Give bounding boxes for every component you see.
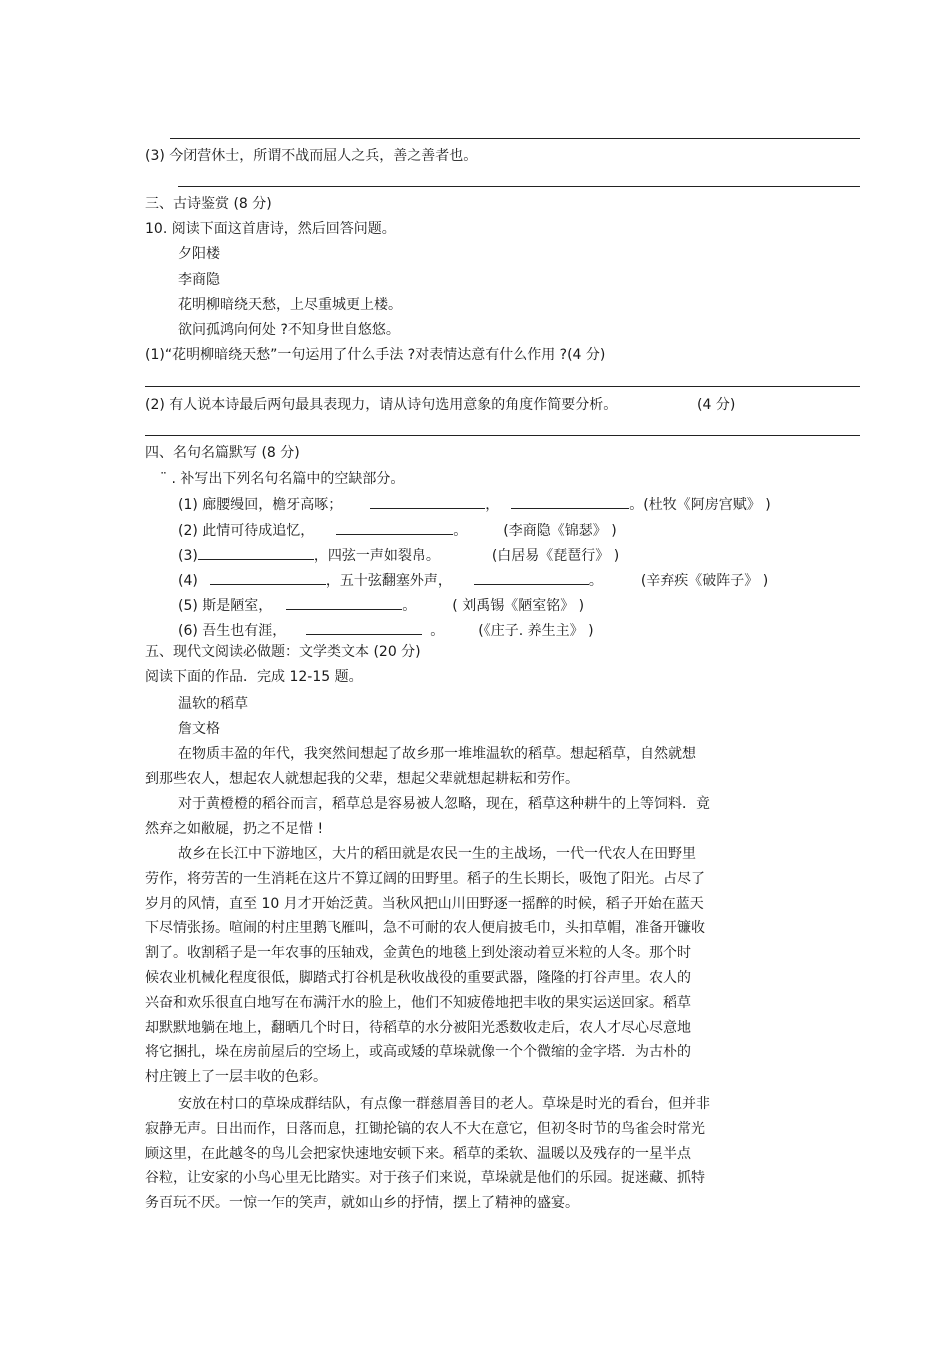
answer-line [170, 138, 860, 139]
fill-item-3 [178, 545, 619, 566]
fill-item-6-text: (6) 吾生也有涯， [178, 623, 287, 639]
paragraph-line: 劳作，将劳苦的一生消耗在这片不算辽阔的田野里。稻子的生长期长，吸饱了阳光。占尽了 [145, 870, 705, 887]
paragraph-line: 割了。收割稻子是一年农事的压轴戏，金黄色的地毯上到处滚动着豆米粒的人冬。那个时 [145, 945, 691, 962]
sub-question-2: (2) 有人说本诗最后两句最具表现力，请从诗句选用意象的角度作简要分析。 [145, 397, 618, 413]
fill-item-1 [178, 494, 771, 515]
poem-title: 夕阳楼 [178, 246, 220, 262]
fill-item-2-end: 。 [453, 523, 468, 539]
paragraph-line: 顾这里，在此越冬的鸟儿会把家快速地安顿下来。稻草的柔软、温暖以及残存的一星半点 [145, 1145, 691, 1162]
paragraph-line: 下尽情张扬。喧闹的村庄里鹅飞雁叫，急不可耐的农人便肩披毛巾，头扣草帽，准备开镰收 [145, 920, 705, 937]
fill-item-2 [178, 520, 617, 541]
fill-item-6-end: 。 [430, 623, 445, 639]
fill-item-2-text: (2) 此情可待成追忆， [178, 523, 315, 539]
fill-item-4-num: (4) [178, 573, 198, 589]
fill-item-5 [178, 595, 584, 616]
paragraph-line: 兴奋和欢乐很直白地写在布满汗水的脸上，他们不知疲倦地把丰收的果实运送回家。稻草 [145, 994, 691, 1011]
fill-blank[interactable] [474, 570, 589, 585]
poem-line-2: 欲问孤鸿向何处 ?不知身世自悠悠。 [178, 322, 400, 338]
fill-item-5-end: 。 [402, 598, 417, 614]
fill-item-4 [178, 570, 768, 591]
fill-item-4-end: 。 [588, 573, 603, 589]
fill-item-4-source: (辛弃疾《破阵子》 ) [640, 573, 769, 589]
fill-blank[interactable] [511, 494, 629, 509]
fill-blank[interactable] [286, 595, 402, 610]
article-paragraph-4 [145, 1092, 750, 1216]
paragraph-line: 寂静无声。日出而作，日落而息，扛锄抡镐的农人不大在意它，但初冬时节的鸟雀会时常光 [145, 1120, 705, 1137]
fill-blank[interactable] [198, 545, 314, 560]
q3-translation: (3) 今闭营休士，所谓不战而屈人之兵，善之善者也。 [145, 148, 478, 164]
section4-heading: 四、名句名篇默写 (8 分) [145, 445, 300, 461]
fill-item-3-num: (3) [178, 548, 198, 564]
question-10: 10. 阅读下面这首唐诗，然后回答问题。 [145, 221, 396, 237]
paragraph-line: 在物质丰盈的年代，我突然间想起了故乡那一堆堆温软的稻草。想起稻草，自然就想 [178, 746, 696, 762]
fill-item-3-source: (白居易《琵琶行》 ) [491, 548, 620, 564]
fill-item-1-comma: ， [485, 497, 500, 513]
article-paragraph-2 [145, 792, 750, 842]
fill-item-6-source: (《庄子. 养生主》 ) [478, 623, 594, 639]
poem-line-1: 花明柳暗绕天愁，上尽重城更上楼。 [178, 297, 402, 313]
section3-heading: 三、古诗鉴赏 (8 分) [145, 196, 272, 212]
paragraph-line: 安放在村口的草垛成群结队，有点像一群慈眉善目的老人。草垛是时光的看台，但并非 [178, 1096, 710, 1112]
article-author: 詹文格 [178, 721, 220, 737]
fill-item-4-text: ，五十弦翻塞外声， [325, 573, 452, 589]
fill-blank[interactable] [336, 520, 453, 535]
fill-item-1-source: 。(杜牧《阿房宫赋》 ) [629, 497, 771, 513]
fill-blank[interactable] [210, 570, 326, 585]
fill-item-3-text: ，四弦一声如裂帛。 [313, 548, 440, 564]
poem-author: 李商隐 [178, 272, 220, 288]
paragraph-line: 故乡在长江中下游地区，大片的稻田就是农民一生的主战场，一代一代农人在田野里 [178, 846, 696, 862]
paragraph-line: 却默默地躺在地上，翻晒几个时日，待稻草的水分被阳光悉数收走后，农人才尽心尽意地 [145, 1019, 691, 1036]
answer-line [178, 186, 860, 187]
fill-item-5-source: ( 刘禹锡《陋室铭》 ) [452, 598, 585, 614]
section5-instruction: 阅读下面的作品．完成 12-15 题。 [145, 669, 363, 685]
paragraph-line: 谷粒，让安家的小鸟心里无比踏实。对于孩子们来说，草垛就是他们的乐园。捉迷藏、抓特 [145, 1170, 705, 1187]
sub-question-1: (1)“花明柳暗绕天愁”一句运用了什么手法 ?对表情达意有什么作用 ?(4 分) [145, 347, 606, 363]
section5-heading: 五、现代文阅读必做题：文学类文本 (20 分) [145, 644, 421, 660]
answer-line [145, 435, 860, 436]
paragraph-line: 然弃之如敝屣，扔之不足惜 ! [145, 820, 324, 837]
fill-item-1-text: (1) 廊腰缦回，檐牙高啄； [178, 497, 343, 513]
fill-item-5-text: (5) 斯是陋室， [178, 598, 273, 614]
paragraph-line: 将它捆扎，垛在房前屋后的空场上，或高或矮的草垛就像一个个微缩的金字塔．为古朴的 [145, 1044, 691, 1061]
paragraph-line: 对于黄橙橙的稻谷而言，稻草总是容易被人忽略，现在，稻草这种耕牛的上等饲料．竟 [178, 796, 710, 812]
sub-question-2-score: (4 分) [697, 397, 736, 413]
paragraph-line: 岁月的风情，直至 10 月才开始泛黄。当秋风把山川田野逐一摇醉的时候，稻子开始在蓝天 [145, 895, 704, 912]
article-paragraph-3 [145, 842, 750, 1090]
answer-line [145, 386, 860, 387]
fill-blank[interactable] [306, 620, 422, 635]
paragraph-line: 候农业机械化程度很低，脚踏式打谷机是秋收战役的重要武器，隆隆的打谷声里。农人的 [145, 969, 691, 986]
paragraph-line: 务百玩不厌。一惊一乍的笑声，就如山乡的抒情，摆上了精神的盛宴。 [145, 1195, 579, 1212]
section4-intro: ¨ . 补写出下列名句名篇中的空缺部分。 [160, 471, 405, 487]
article-paragraph-1 [145, 742, 750, 792]
paragraph-line: 到那些农人，想起农人就想起我的父辈，想起父辈就想起耕耘和劳作。 [145, 770, 579, 787]
fill-blank[interactable] [370, 494, 485, 509]
fill-item-6 [178, 620, 594, 641]
paragraph-line: 村庄镀上了一层丰收的色彩。 [145, 1069, 327, 1086]
article-title: 温软的稻草 [178, 696, 248, 712]
fill-item-2-source: (李商隐《锦瑟》 ) [503, 523, 617, 539]
